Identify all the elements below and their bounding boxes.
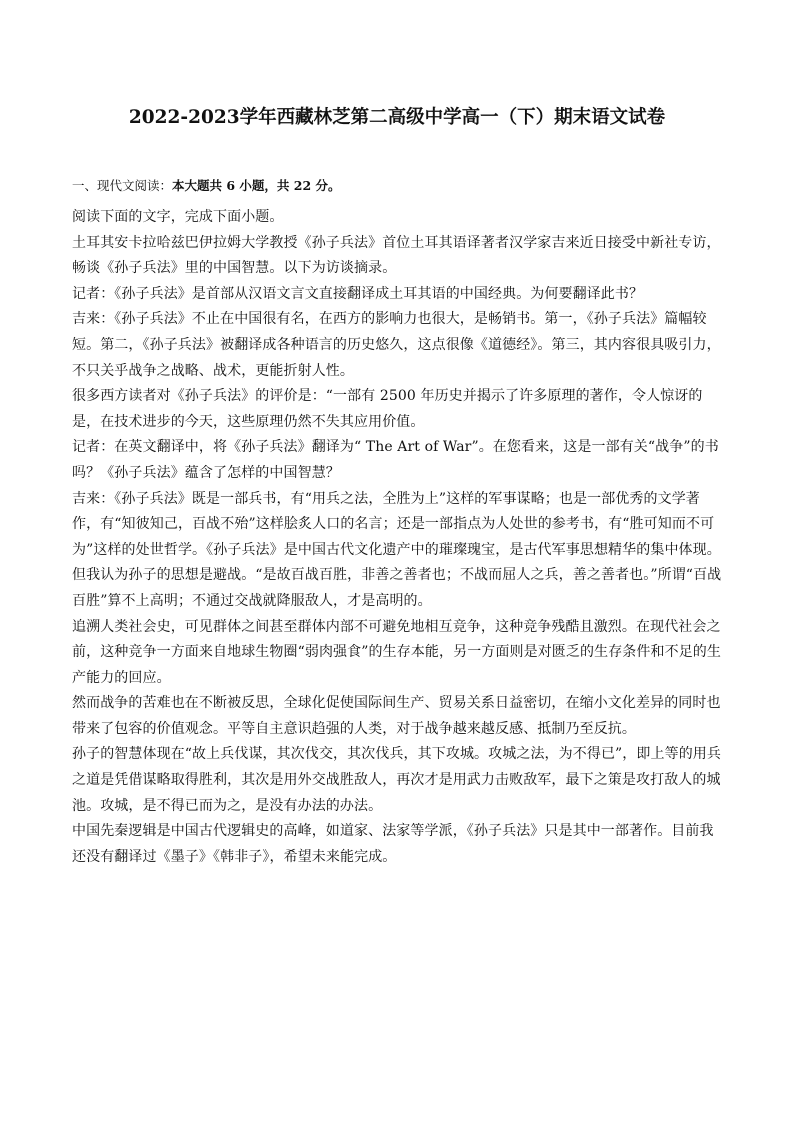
section-heading (72, 176, 341, 196)
paragraph-instruction: 阅读下面的文字，完成下面小题。 (72, 209, 284, 225)
paragraph-western-review: 很多西方读者对《孙子兵法》的评价是：“一部有 2500 年历史并揭示了许多原理的著作，令人惊讶的是，在技术进步的今天，这些原理仍然不失其应用价值。 (72, 388, 703, 430)
paragraph-question-1: 记者：《孙子兵法》是首部从汉语文言文直接翻译成土耳其语的中国经典。为何要翻译此书？ (72, 285, 644, 302)
reading-passage (72, 205, 722, 870)
paragraph-history: 追溯人类社会史，可见群体之间甚至群体内部不可避免地相互竞争，这种竞争残酷且激烈。在现代社会之前，这种竞争一方面来自地球生物圈“弱肉强食”的生存本能，另一方面则是对匮乏的生存条件和不足的生产能力的回应。 (72, 618, 722, 686)
paragraph-wisdom: 孙子的智慧体现在“故上兵伐谋，其次伐交，其次伐兵，其下攻城。攻城之法，为不得已”，即上等的用兵之道是凭借谋略取得胜利，其次是用外交战胜敌人，再次才是用武力击败敌军，最下之策是攻打敌人的城池。攻城，是不得已而为之，是没有办法的办法。 (72, 746, 722, 814)
paragraph-intro: 土耳其安卡拉哈兹巴伊拉姆大学教授《孙子兵法》首位土耳其语译著者汉学家吉来近日接受中新社专访，畅谈《孙子兵法》里的中国智慧。以下为访谈摘录。 (72, 234, 721, 277)
section-heading-prefix: 一、现代文阅读： (72, 178, 173, 193)
exam-title: 2022-2023学年西藏林芝第二高级中学高一（下）期末语文试卷 (128, 107, 666, 128)
paragraph-logic: 中国先秦逻辑是中国古代逻辑史的高峰，如道家、法家等学派，《孙子兵法》只是其中一部著作。目前我还没有翻译过《墨子》《韩非子》，希望未来能完成。 (72, 823, 714, 865)
paragraph-answer-1: 吉来：《孙子兵法》不止在中国很有名，在西方的影响力也很大，是畅销书。第一，《孙子兵法》篇幅较短。第二，《孙子兵法》被翻译成各种语言的历史悠久，这点很像《道德经》。第三，其内容很具吸引力，不只关乎战争之战略、战术，更能折射人性。 (72, 311, 721, 379)
paragraph-question-2: 记者：在英文翻译中，将《孙子兵法》翻译为“ The Art of War”。在您看来，这是一部有关“战争”的书吗？《孙子兵法》蕴含了怎样的中国智慧？ (72, 439, 719, 481)
paragraph-answer-2: 吉来：《孙子兵法》既是一部兵书，有“用兵之法，全胜为上”这样的军事谋略；也是一部优秀的文学著作，有“知彼知己，百战不殆”这样脍炙人口的名言；还是一部指点为人处世的参考书，有“胜可知而不可为”这样的处世哲学。《孙子兵法》是中国古代文化遗产中的璀璨瑰宝，是古代军事思想精华的集中体现。但我认为孙子的思想是避战。“是故百战百胜，非善之善者也；不战而屈人之兵，善之善者也。”所谓“百战百胜”算不上高明；不通过交战就降服敌人，才是高明的。 (72, 490, 722, 609)
section-heading-detail: 本大题共 6 小题，共 22 分。 (172, 178, 341, 193)
paragraph-reflection: 然而战争的苦难也在不断被反思，全球化促使国际间生产、贸易关系日益密切，在缩小文化差异的同时也带来了包容的价值观念。平等自主意识趋强的人类，对于战争越来越反感、抵制乃至反抗。 (72, 695, 721, 737)
